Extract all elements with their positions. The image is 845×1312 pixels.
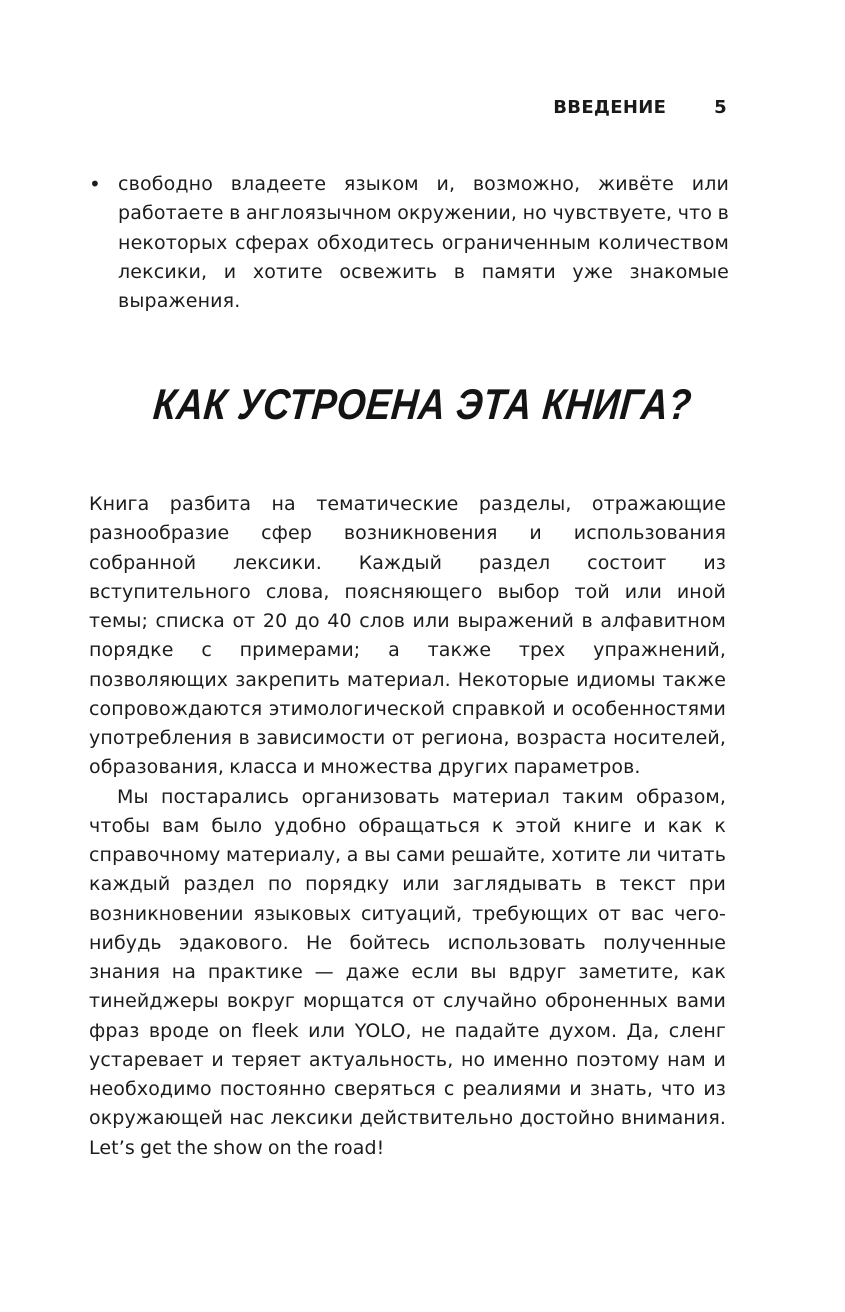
paragraph-2: Мы постарались организовать материал таким образом, чтобы вам было удобно обращаться к этой книге и как к справочному материалу, а вы сами решайте, хотите ли читать каждый раздел по порядку или заглядывать в текст при возникновении языковых ситуаций, требующих от вас чего-нибудь эдакового. Не бойтесь использовать полученные знания на практике — даже если вы вдруг заметите, как тинейджеры вокруг морщатся от случайно оброненных вами фраз вроде on fleek или YOLO, не падайте духом. Да, сленг устаревает и теряет актуальность, но именно поэтому нам и необходимо постоянно сверяться с реалиями и знать, что из окружающей нас лексики действительно достойно внимания. Let’s get the show on the road! [89, 785, 726, 1159]
section-title: ВВЕДЕНИЕ [553, 97, 667, 118]
bullet-text: свободно владеете языком и, возможно, живёте или работаете в англоязычном окружении, но чувствуете, что в некоторых сферах обходитесь ограниченным количеством лексики, и хотите освежить в памяти уже знакомые выражения. [118, 173, 729, 313]
bullet-list-item [89, 170, 729, 316]
body-text [89, 490, 726, 1163]
running-head [553, 97, 727, 118]
paragraph-1: Книга разбита на тематические разделы, отражающие разнообразие сфер возникновения и использования собранной лексики. Каждый раздел состоит из вступительного слова, поясняющего выбор той или иной темы; списка от 20 до 40 слов или выражений в алфавитном порядке с примерами; а также трех упражнений, позволяющих закрепить материал. Некоторые идиомы также сопровождаются этимологической справкой и особенностями употребления в зависимости от региона, возраста носителей, образования, класса и множества других параметров. [89, 493, 726, 779]
section-heading: КАК УСТРОЕНА ЭТА КНИГА? [151, 381, 694, 429]
page-number: 5 [714, 97, 727, 118]
bullet-marker: • [89, 172, 101, 196]
